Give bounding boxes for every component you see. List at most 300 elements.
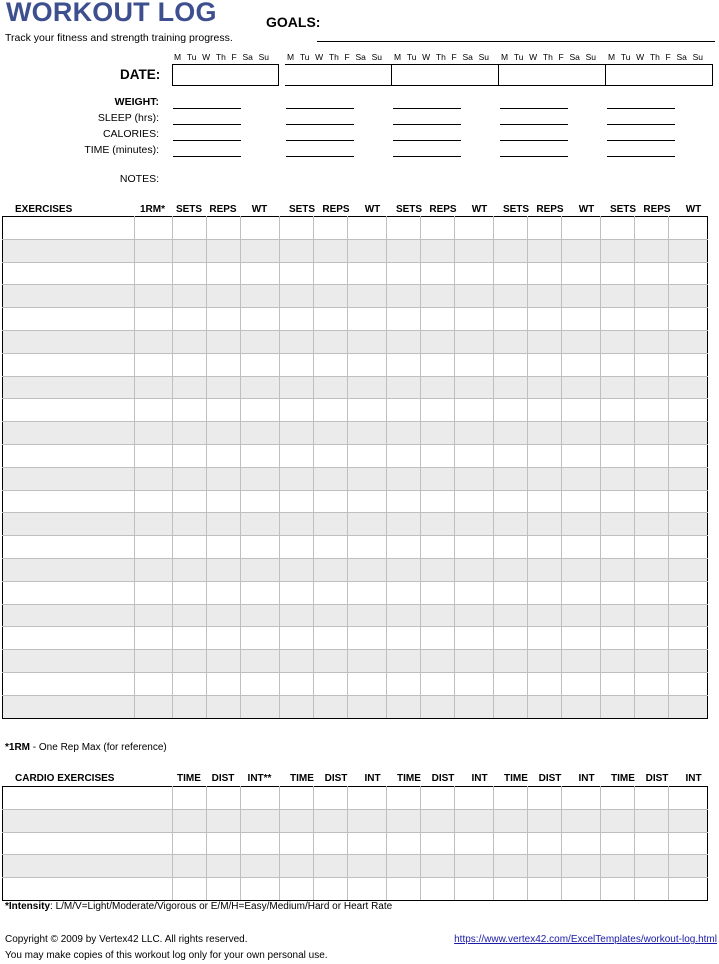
entry-cell[interactable] <box>455 513 494 536</box>
entry-cell[interactable] <box>314 627 348 650</box>
entry-cell[interactable] <box>635 604 669 627</box>
entry-cell[interactable] <box>241 444 280 467</box>
entry-cell[interactable] <box>280 422 314 445</box>
entry-cell[interactable] <box>421 878 455 901</box>
entry-cell[interactable] <box>562 513 601 536</box>
entry-cell[interactable] <box>314 650 348 673</box>
exercise-name-cell[interactable] <box>3 695 135 718</box>
sleep-line-1[interactable] <box>173 124 241 125</box>
entry-cell[interactable] <box>207 581 241 604</box>
exercise-name-cell[interactable] <box>3 239 135 262</box>
calories-line-4[interactable] <box>500 140 568 141</box>
entry-cell[interactable] <box>669 422 708 445</box>
entry-cell[interactable] <box>455 239 494 262</box>
entry-cell[interactable] <box>314 513 348 536</box>
entry-cell[interactable] <box>387 558 421 581</box>
entry-cell[interactable] <box>173 832 207 855</box>
weight-line-3[interactable] <box>393 108 461 109</box>
entry-cell[interactable] <box>635 490 669 513</box>
exercise-name-cell[interactable] <box>3 217 135 240</box>
entry-cell[interactable] <box>669 672 708 695</box>
entry-cell[interactable] <box>207 444 241 467</box>
entry-cell[interactable] <box>421 422 455 445</box>
entry-cell[interactable] <box>387 353 421 376</box>
entry-cell[interactable] <box>173 558 207 581</box>
entry-cell[interactable] <box>562 809 601 832</box>
entry-cell[interactable] <box>562 695 601 718</box>
entry-cell[interactable] <box>207 695 241 718</box>
entry-cell[interactable] <box>562 581 601 604</box>
entry-cell[interactable] <box>348 650 387 673</box>
one-rm-cell[interactable] <box>135 467 173 490</box>
entry-cell[interactable] <box>421 490 455 513</box>
entry-cell[interactable] <box>455 627 494 650</box>
entry-cell[interactable] <box>528 308 562 331</box>
entry-cell[interactable] <box>241 855 280 878</box>
entry-cell[interactable] <box>601 650 635 673</box>
entry-cell[interactable] <box>241 285 280 308</box>
entry-cell[interactable] <box>421 832 455 855</box>
entry-cell[interactable] <box>494 285 528 308</box>
entry-cell[interactable] <box>207 285 241 308</box>
entry-cell[interactable] <box>387 422 421 445</box>
entry-cell[interactable] <box>455 695 494 718</box>
entry-cell[interactable] <box>669 536 708 559</box>
entry-cell[interactable] <box>241 627 280 650</box>
entry-cell[interactable] <box>314 262 348 285</box>
entry-cell[interactable] <box>562 217 601 240</box>
exercise-name-cell[interactable] <box>3 444 135 467</box>
entry-cell[interactable] <box>173 330 207 353</box>
entry-cell[interactable] <box>669 604 708 627</box>
entry-cell[interactable] <box>528 558 562 581</box>
entry-cell[interactable] <box>562 285 601 308</box>
entry-cell[interactable] <box>455 376 494 399</box>
entry-cell[interactable] <box>173 490 207 513</box>
entry-cell[interactable] <box>280 285 314 308</box>
entry-cell[interactable] <box>601 467 635 490</box>
entry-cell[interactable] <box>494 422 528 445</box>
entry-cell[interactable] <box>387 536 421 559</box>
entry-cell[interactable] <box>280 809 314 832</box>
entry-cell[interactable] <box>455 536 494 559</box>
entry-cell[interactable] <box>280 262 314 285</box>
entry-cell[interactable] <box>348 787 387 810</box>
entry-cell[interactable] <box>635 239 669 262</box>
entry-cell[interactable] <box>455 285 494 308</box>
entry-cell[interactable] <box>601 627 635 650</box>
entry-cell[interactable] <box>601 217 635 240</box>
one-rm-cell[interactable] <box>135 650 173 673</box>
entry-cell[interactable] <box>528 262 562 285</box>
calories-line-5[interactable] <box>607 140 675 141</box>
entry-cell[interactable] <box>601 330 635 353</box>
entry-cell[interactable] <box>241 399 280 422</box>
one-rm-cell[interactable] <box>135 330 173 353</box>
entry-cell[interactable] <box>601 695 635 718</box>
entry-cell[interactable] <box>494 239 528 262</box>
date-box-4[interactable] <box>499 64 606 86</box>
entry-cell[interactable] <box>562 832 601 855</box>
entry-cell[interactable] <box>669 308 708 331</box>
entry-cell[interactable] <box>635 627 669 650</box>
entry-cell[interactable] <box>314 285 348 308</box>
entry-cell[interactable] <box>241 809 280 832</box>
entry-cell[interactable] <box>207 809 241 832</box>
entry-cell[interactable] <box>348 832 387 855</box>
entry-cell[interactable] <box>635 262 669 285</box>
entry-cell[interactable] <box>455 672 494 695</box>
entry-cell[interactable] <box>314 536 348 559</box>
entry-cell[interactable] <box>635 832 669 855</box>
entry-cell[interactable] <box>314 672 348 695</box>
entry-cell[interactable] <box>494 604 528 627</box>
entry-cell[interactable] <box>280 239 314 262</box>
entry-cell[interactable] <box>348 353 387 376</box>
entry-cell[interactable] <box>280 627 314 650</box>
entry-cell[interactable] <box>387 399 421 422</box>
entry-cell[interactable] <box>387 650 421 673</box>
entry-cell[interactable] <box>348 581 387 604</box>
entry-cell[interactable] <box>562 353 601 376</box>
entry-cell[interactable] <box>562 308 601 331</box>
sleep-line-5[interactable] <box>607 124 675 125</box>
one-rm-cell[interactable] <box>135 353 173 376</box>
entry-cell[interactable] <box>173 308 207 331</box>
entry-cell[interactable] <box>241 467 280 490</box>
entry-cell[interactable] <box>528 832 562 855</box>
entry-cell[interactable] <box>494 330 528 353</box>
entry-cell[interactable] <box>241 308 280 331</box>
exercise-name-cell[interactable] <box>3 490 135 513</box>
exercise-name-cell[interactable] <box>3 558 135 581</box>
entry-cell[interactable] <box>635 353 669 376</box>
entry-cell[interactable] <box>494 513 528 536</box>
entry-cell[interactable] <box>421 809 455 832</box>
entry-cell[interactable] <box>348 239 387 262</box>
entry-cell[interactable] <box>669 217 708 240</box>
entry-cell[interactable] <box>207 239 241 262</box>
exercise-name-cell[interactable] <box>3 262 135 285</box>
exercise-name-cell[interactable] <box>3 285 135 308</box>
entry-cell[interactable] <box>669 809 708 832</box>
entry-cell[interactable] <box>601 490 635 513</box>
entry-cell[interactable] <box>528 809 562 832</box>
entry-cell[interactable] <box>280 855 314 878</box>
entry-cell[interactable] <box>528 444 562 467</box>
entry-cell[interactable] <box>562 855 601 878</box>
entry-cell[interactable] <box>421 217 455 240</box>
date-box-3[interactable] <box>392 64 499 86</box>
entry-cell[interactable] <box>280 513 314 536</box>
entry-cell[interactable] <box>314 878 348 901</box>
exercise-name-cell[interactable] <box>3 650 135 673</box>
entry-cell[interactable] <box>669 558 708 581</box>
entry-cell[interactable] <box>421 650 455 673</box>
entry-cell[interactable] <box>173 513 207 536</box>
exercise-name-cell[interactable] <box>3 399 135 422</box>
entry-cell[interactable] <box>173 422 207 445</box>
entry-cell[interactable] <box>669 353 708 376</box>
entry-cell[interactable] <box>241 558 280 581</box>
entry-cell[interactable] <box>173 809 207 832</box>
entry-cell[interactable] <box>669 467 708 490</box>
entry-cell[interactable] <box>387 809 421 832</box>
entry-cell[interactable] <box>455 832 494 855</box>
entry-cell[interactable] <box>494 695 528 718</box>
entry-cell[interactable] <box>635 217 669 240</box>
entry-cell[interactable] <box>207 330 241 353</box>
entry-cell[interactable] <box>314 422 348 445</box>
entry-cell[interactable] <box>669 262 708 285</box>
entry-cell[interactable] <box>601 809 635 832</box>
entry-cell[interactable] <box>314 581 348 604</box>
vertex42-link[interactable]: https://www.vertex42.com/ExcelTemplates/workout-log.html <box>454 934 717 945</box>
entry-cell[interactable] <box>314 832 348 855</box>
entry-cell[interactable] <box>314 855 348 878</box>
entry-cell[interactable] <box>421 239 455 262</box>
entry-cell[interactable] <box>601 855 635 878</box>
entry-cell[interactable] <box>421 695 455 718</box>
entry-cell[interactable] <box>280 672 314 695</box>
entry-cell[interactable] <box>173 604 207 627</box>
entry-cell[interactable] <box>348 285 387 308</box>
entry-cell[interactable] <box>528 650 562 673</box>
entry-cell[interactable] <box>669 444 708 467</box>
entry-cell[interactable] <box>528 399 562 422</box>
entry-cell[interactable] <box>455 604 494 627</box>
entry-cell[interactable] <box>494 467 528 490</box>
weight-line-4[interactable] <box>500 108 568 109</box>
entry-cell[interactable] <box>562 490 601 513</box>
entry-cell[interactable] <box>314 558 348 581</box>
entry-cell[interactable] <box>387 330 421 353</box>
exercise-name-cell[interactable] <box>3 467 135 490</box>
entry-cell[interactable] <box>280 330 314 353</box>
entry-cell[interactable] <box>455 422 494 445</box>
entry-cell[interactable] <box>241 672 280 695</box>
entry-cell[interactable] <box>421 513 455 536</box>
entry-cell[interactable] <box>455 262 494 285</box>
entry-cell[interactable] <box>528 376 562 399</box>
one-rm-cell[interactable] <box>135 239 173 262</box>
entry-cell[interactable] <box>635 285 669 308</box>
entry-cell[interactable] <box>348 217 387 240</box>
entry-cell[interactable] <box>601 787 635 810</box>
entry-cell[interactable] <box>494 353 528 376</box>
entry-cell[interactable] <box>173 399 207 422</box>
one-rm-cell[interactable] <box>135 376 173 399</box>
entry-cell[interactable] <box>280 604 314 627</box>
entry-cell[interactable] <box>562 627 601 650</box>
entry-cell[interactable] <box>669 490 708 513</box>
entry-cell[interactable] <box>494 672 528 695</box>
entry-cell[interactable] <box>387 285 421 308</box>
entry-cell[interactable] <box>207 832 241 855</box>
entry-cell[interactable] <box>348 444 387 467</box>
entry-cell[interactable] <box>635 376 669 399</box>
time-line-4[interactable] <box>500 156 568 157</box>
entry-cell[interactable] <box>348 627 387 650</box>
entry-cell[interactable] <box>348 513 387 536</box>
entry-cell[interactable] <box>207 353 241 376</box>
one-rm-cell[interactable] <box>135 672 173 695</box>
entry-cell[interactable] <box>207 490 241 513</box>
time-line-3[interactable] <box>393 156 461 157</box>
entry-cell[interactable] <box>635 581 669 604</box>
entry-cell[interactable] <box>314 330 348 353</box>
exercise-name-cell[interactable] <box>3 672 135 695</box>
entry-cell[interactable] <box>241 581 280 604</box>
entry-cell[interactable] <box>601 558 635 581</box>
entry-cell[interactable] <box>207 536 241 559</box>
exercise-name-cell[interactable] <box>3 604 135 627</box>
entry-cell[interactable] <box>635 558 669 581</box>
exercise-name-cell[interactable] <box>3 627 135 650</box>
entry-cell[interactable] <box>494 558 528 581</box>
date-box-1[interactable] <box>172 64 279 86</box>
entry-cell[interactable] <box>207 308 241 331</box>
entry-cell[interactable] <box>528 695 562 718</box>
entry-cell[interactable] <box>387 308 421 331</box>
entry-cell[interactable] <box>528 513 562 536</box>
entry-cell[interactable] <box>173 444 207 467</box>
time-line-2[interactable] <box>286 156 354 157</box>
entry-cell[interactable] <box>207 855 241 878</box>
one-rm-cell[interactable] <box>135 695 173 718</box>
entry-cell[interactable] <box>528 330 562 353</box>
entry-cell[interactable] <box>635 308 669 331</box>
entry-cell[interactable] <box>494 787 528 810</box>
entry-cell[interactable] <box>241 422 280 445</box>
entry-cell[interactable] <box>387 467 421 490</box>
entry-cell[interactable] <box>494 308 528 331</box>
date-box-2[interactable] <box>285 64 392 86</box>
entry-cell[interactable] <box>528 672 562 695</box>
entry-cell[interactable] <box>635 513 669 536</box>
entry-cell[interactable] <box>387 832 421 855</box>
entry-cell[interactable] <box>669 650 708 673</box>
entry-cell[interactable] <box>601 308 635 331</box>
entry-cell[interactable] <box>280 353 314 376</box>
entry-cell[interactable] <box>669 285 708 308</box>
entry-cell[interactable] <box>387 878 421 901</box>
entry-cell[interactable] <box>173 217 207 240</box>
entry-cell[interactable] <box>387 376 421 399</box>
entry-cell[interactable] <box>601 285 635 308</box>
entry-cell[interactable] <box>494 809 528 832</box>
entry-cell[interactable] <box>241 787 280 810</box>
entry-cell[interactable] <box>455 650 494 673</box>
entry-cell[interactable] <box>387 217 421 240</box>
entry-cell[interactable] <box>348 467 387 490</box>
entry-cell[interactable] <box>669 787 708 810</box>
entry-cell[interactable] <box>669 695 708 718</box>
entry-cell[interactable] <box>241 490 280 513</box>
entry-cell[interactable] <box>421 262 455 285</box>
calories-line-1[interactable] <box>173 140 241 141</box>
entry-cell[interactable] <box>173 536 207 559</box>
exercise-name-cell[interactable] <box>3 330 135 353</box>
entry-cell[interactable] <box>601 239 635 262</box>
entry-cell[interactable] <box>421 855 455 878</box>
entry-cell[interactable] <box>669 832 708 855</box>
entry-cell[interactable] <box>528 855 562 878</box>
entry-cell[interactable] <box>173 787 207 810</box>
one-rm-cell[interactable] <box>135 490 173 513</box>
entry-cell[interactable] <box>635 809 669 832</box>
entry-cell[interactable] <box>635 787 669 810</box>
entry-cell[interactable] <box>207 422 241 445</box>
entry-cell[interactable] <box>601 604 635 627</box>
one-rm-cell[interactable] <box>135 262 173 285</box>
entry-cell[interactable] <box>241 353 280 376</box>
entry-cell[interactable] <box>207 262 241 285</box>
one-rm-cell[interactable] <box>135 308 173 331</box>
one-rm-cell[interactable] <box>135 422 173 445</box>
entry-cell[interactable] <box>421 467 455 490</box>
entry-cell[interactable] <box>455 855 494 878</box>
entry-cell[interactable] <box>421 399 455 422</box>
entry-cell[interactable] <box>528 536 562 559</box>
entry-cell[interactable] <box>494 627 528 650</box>
entry-cell[interactable] <box>601 536 635 559</box>
entry-cell[interactable] <box>528 422 562 445</box>
entry-cell[interactable] <box>348 878 387 901</box>
entry-cell[interactable] <box>455 217 494 240</box>
one-rm-cell[interactable] <box>135 217 173 240</box>
entry-cell[interactable] <box>348 308 387 331</box>
entry-cell[interactable] <box>241 832 280 855</box>
entry-cell[interactable] <box>562 330 601 353</box>
entry-cell[interactable] <box>421 581 455 604</box>
entry-cell[interactable] <box>173 672 207 695</box>
entry-cell[interactable] <box>494 217 528 240</box>
exercise-name-cell[interactable] <box>3 353 135 376</box>
entry-cell[interactable] <box>314 217 348 240</box>
entry-cell[interactable] <box>173 695 207 718</box>
entry-cell[interactable] <box>387 787 421 810</box>
one-rm-cell[interactable] <box>135 558 173 581</box>
entry-cell[interactable] <box>421 672 455 695</box>
one-rm-cell[interactable] <box>135 399 173 422</box>
exercise-name-cell[interactable] <box>3 787 173 810</box>
entry-cell[interactable] <box>241 330 280 353</box>
entry-cell[interactable] <box>241 536 280 559</box>
entry-cell[interactable] <box>562 558 601 581</box>
entry-cell[interactable] <box>562 878 601 901</box>
entry-cell[interactable] <box>635 650 669 673</box>
entry-cell[interactable] <box>635 878 669 901</box>
entry-cell[interactable] <box>207 399 241 422</box>
entry-cell[interactable] <box>494 490 528 513</box>
entry-cell[interactable] <box>173 239 207 262</box>
entry-cell[interactable] <box>280 308 314 331</box>
entry-cell[interactable] <box>494 832 528 855</box>
entry-cell[interactable] <box>387 513 421 536</box>
entry-cell[interactable] <box>241 239 280 262</box>
entry-cell[interactable] <box>562 262 601 285</box>
entry-cell[interactable] <box>455 308 494 331</box>
one-rm-cell[interactable] <box>135 285 173 308</box>
entry-cell[interactable] <box>494 855 528 878</box>
entry-cell[interactable] <box>387 627 421 650</box>
entry-cell[interactable] <box>494 399 528 422</box>
entry-cell[interactable] <box>173 581 207 604</box>
entry-cell[interactable] <box>601 262 635 285</box>
entry-cell[interactable] <box>173 878 207 901</box>
sleep-line-3[interactable] <box>393 124 461 125</box>
